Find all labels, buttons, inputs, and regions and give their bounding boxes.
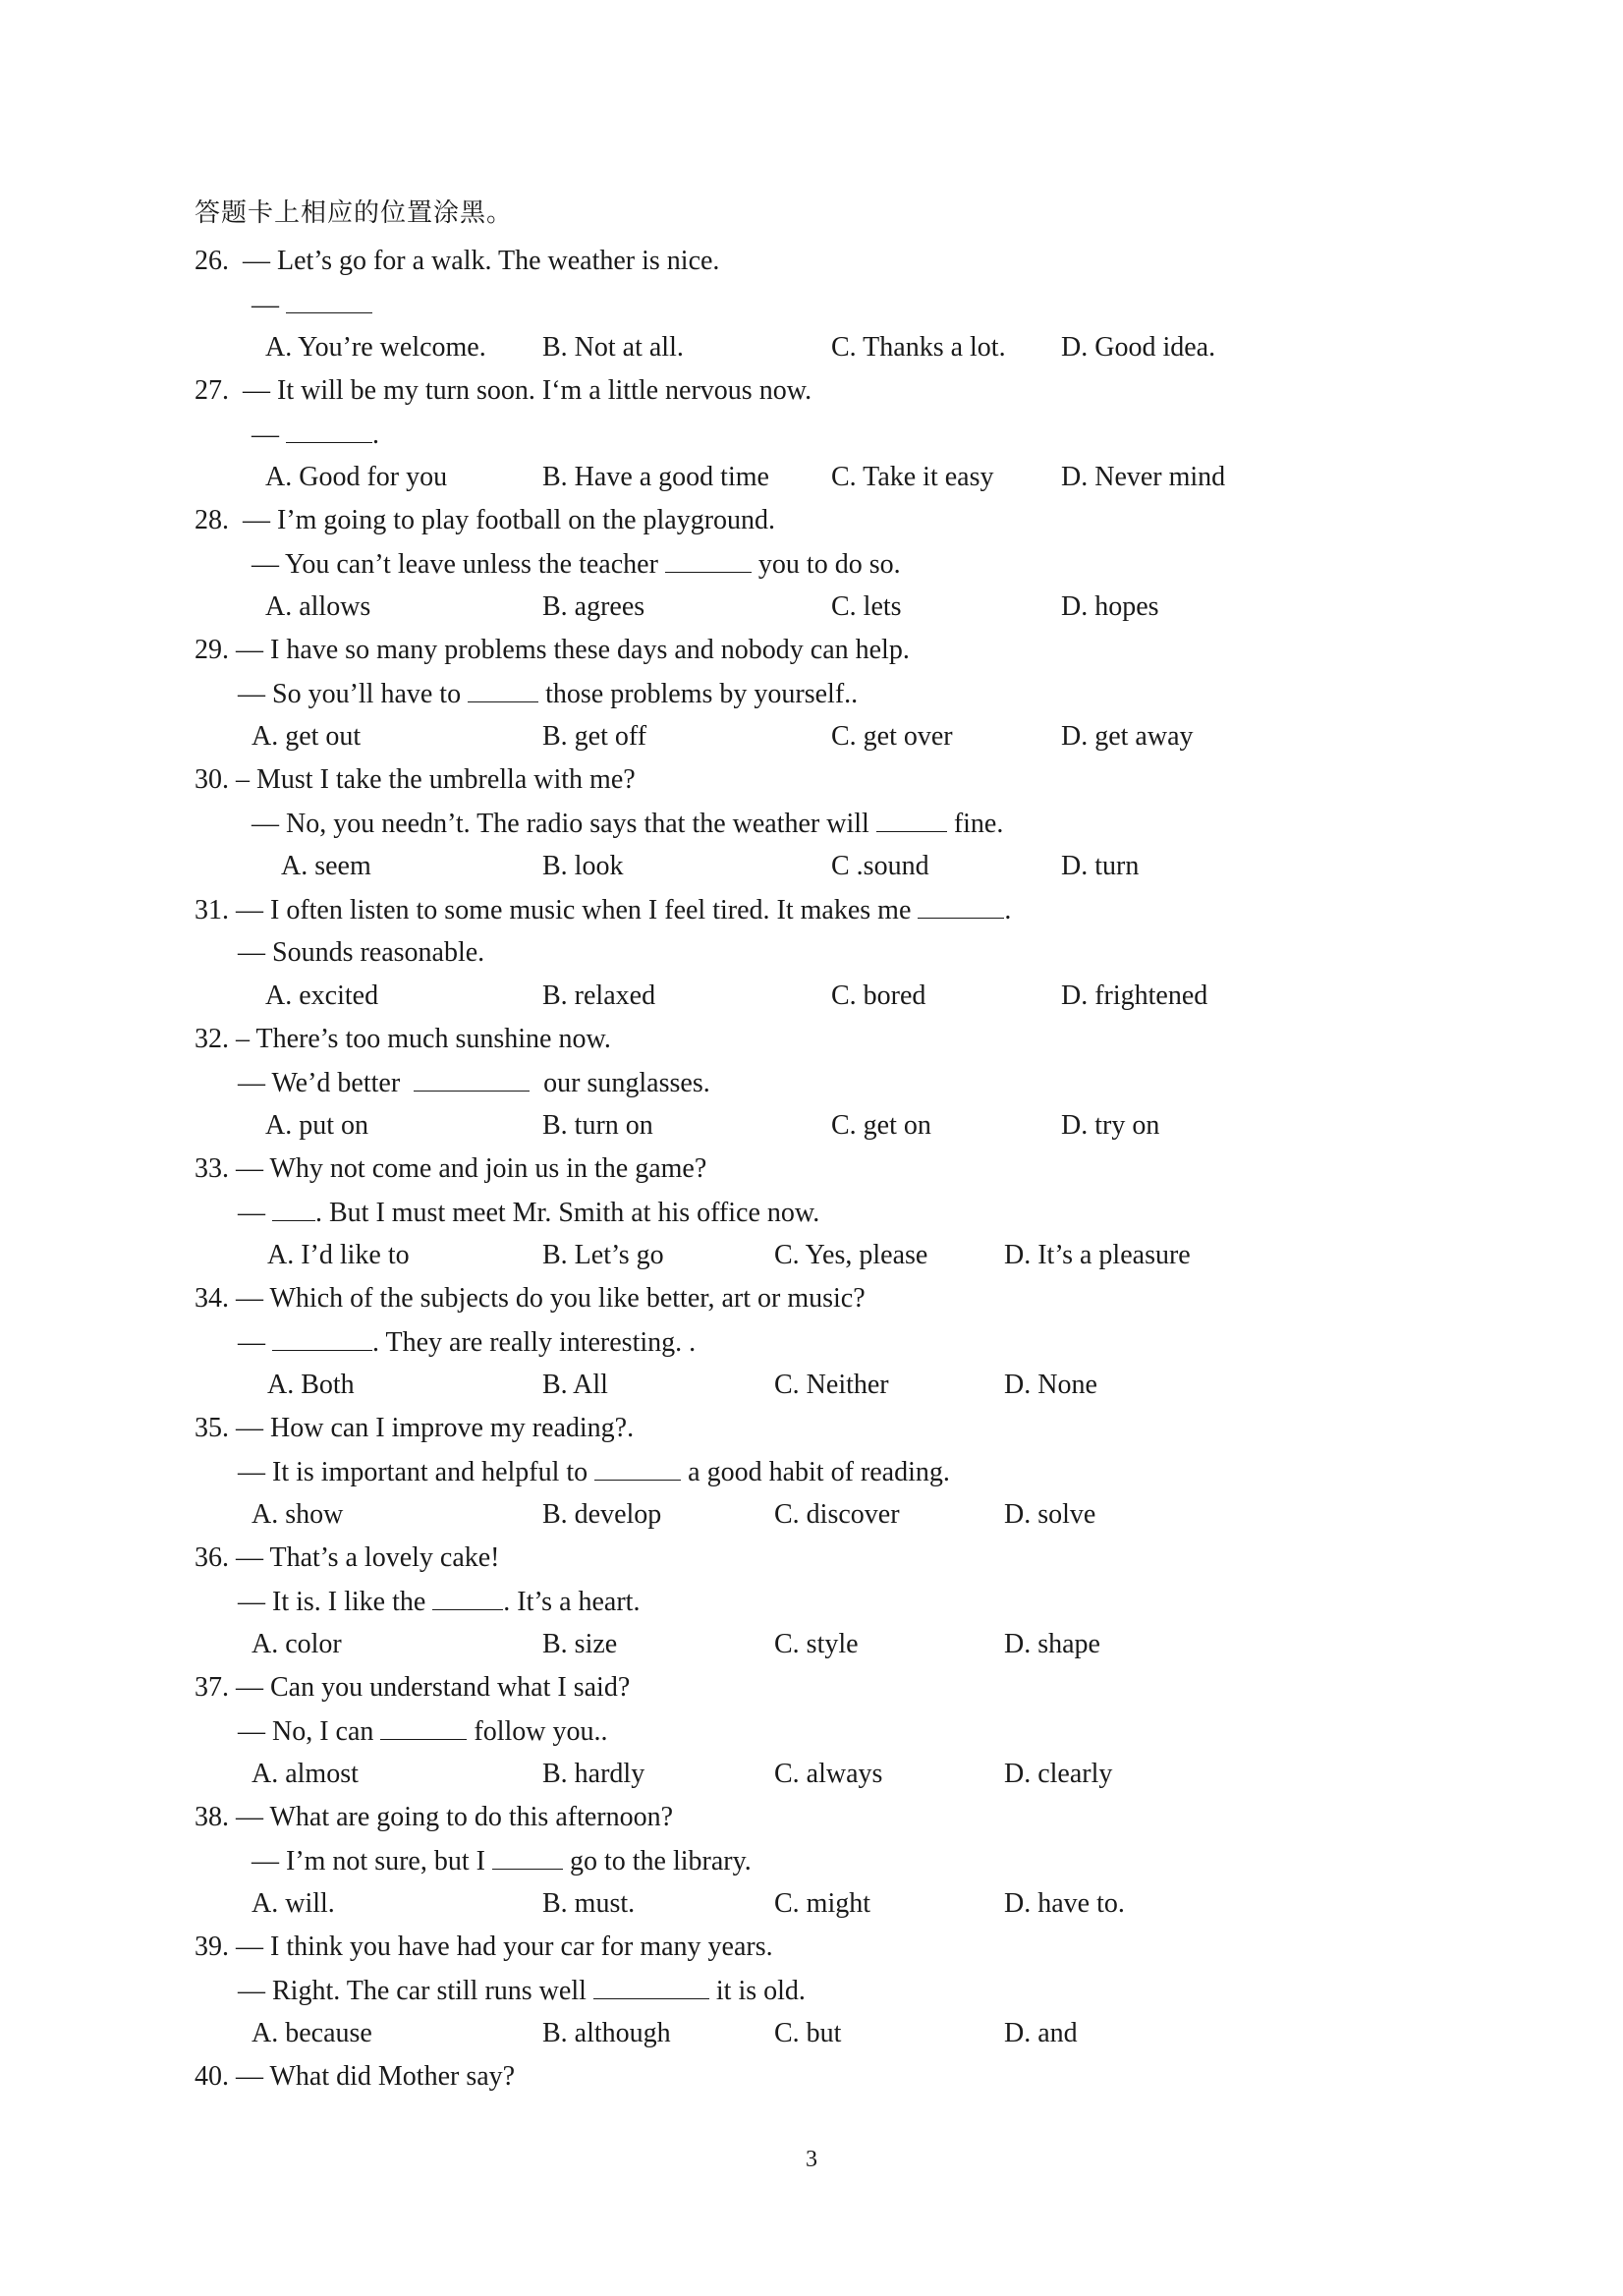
answer-blank	[380, 1717, 467, 1740]
option-d: D. clearly	[1004, 1759, 1113, 1789]
option-d: D. Never mind	[1061, 462, 1226, 492]
question-number: 28.	[195, 505, 229, 535]
response-line	[252, 810, 1003, 838]
prompt-text: — I often listen to some music when I feel tired. It makes me	[236, 895, 912, 925]
option-b: B. turn on	[542, 1110, 653, 1141]
option-c: C. but	[774, 2018, 842, 2048]
option-b: B. look	[542, 851, 624, 881]
response-text: — It is. I like the	[238, 1587, 426, 1617]
question-number: 31.	[195, 895, 229, 925]
response-line	[238, 1717, 608, 1746]
option-b: B. Have a good time	[542, 462, 769, 492]
prompt-text: — What are going to do this afternoon?	[236, 1802, 674, 1832]
option-a: A. allows	[265, 591, 371, 622]
option-d: D. try on	[1061, 1110, 1160, 1141]
answer-blank	[286, 291, 372, 313]
question-number: 37.	[195, 1672, 229, 1703]
question-prompt	[195, 1674, 630, 1702]
option-d: D. Good idea.	[1061, 332, 1216, 363]
response-text-after: follow you..	[474, 1716, 608, 1747]
response-text: — No, you needn’t. The radio says that the weather will	[252, 809, 869, 839]
option-a: A. will.	[252, 1888, 335, 1919]
option-b: B. although	[542, 2018, 671, 2048]
answer-blank	[492, 1847, 563, 1870]
option-a: A. seem	[281, 851, 371, 881]
question-prompt	[195, 1804, 673, 1831]
option-c: C. Thanks a lot.	[831, 332, 1006, 363]
option-c: C. get over	[831, 721, 953, 752]
option-c: C. lets	[831, 591, 902, 622]
question-prompt	[195, 1415, 634, 1442]
question-number: 35.	[195, 1413, 229, 1443]
option-d: D. frightened	[1061, 980, 1208, 1011]
response-line	[238, 1977, 806, 2005]
question-prompt	[195, 1026, 611, 1053]
question-prompt	[195, 766, 636, 794]
response-line	[238, 1458, 950, 1486]
question-number: 39.	[195, 1932, 229, 1962]
option-c: C. Yes, please	[774, 1240, 928, 1270]
answer-blank	[272, 1328, 372, 1351]
option-c: C. might	[774, 1888, 871, 1919]
option-a: A. I’d like to	[267, 1240, 410, 1270]
question-number: 26.	[195, 246, 229, 276]
response-text-after: our sunglasses.	[543, 1068, 710, 1098]
question-number: 36.	[195, 1542, 229, 1573]
option-c: C .sound	[831, 851, 929, 881]
option-c: C. Take it easy	[831, 462, 994, 492]
response-line	[252, 550, 901, 579]
response-text-after: fine.	[953, 809, 1004, 839]
option-a: A. because	[252, 2018, 372, 2048]
response-text: —	[252, 420, 279, 450]
response-text-after: it is old.	[715, 1976, 806, 2006]
answer-blank	[414, 1069, 530, 1092]
response-line	[238, 1199, 819, 1227]
response-line	[238, 680, 858, 708]
option-a: A. You’re welcome.	[265, 332, 486, 363]
response-text-after: . It’s a heart.	[503, 1587, 641, 1617]
answer-blank	[593, 1977, 709, 1999]
response-text: — I’m not sure, but I	[252, 1846, 485, 1876]
prompt-text-after: .	[1004, 895, 1012, 925]
option-b: B. get off	[542, 721, 647, 752]
option-b: B. relaxed	[542, 980, 656, 1011]
answer-blank	[432, 1588, 503, 1610]
question-number: 29.	[195, 635, 229, 665]
option-b: B. All	[542, 1370, 608, 1400]
response-line	[238, 1588, 640, 1616]
response-text: — So you’ll have to	[238, 679, 462, 709]
question-number: 40.	[195, 2061, 229, 2092]
question-prompt	[195, 248, 719, 275]
question-prompt	[195, 1285, 866, 1313]
prompt-text: — Can you understand what I said?	[236, 1672, 631, 1703]
option-c: C. Neither	[774, 1370, 889, 1400]
question-prompt	[195, 1544, 500, 1572]
prompt-text: – Must I take the umbrella with me?	[236, 764, 636, 795]
option-a: A. Good for you	[265, 462, 448, 492]
response-text: —	[238, 1198, 265, 1228]
prompt-text: — Let’s go for a walk. The weather is nice.	[243, 246, 720, 276]
answer-blank	[272, 1199, 315, 1221]
option-a: A. put on	[265, 1110, 368, 1141]
question-prompt	[195, 896, 1011, 924]
answer-blank	[286, 420, 372, 443]
response-text: —	[238, 1327, 265, 1358]
response-line	[238, 1328, 696, 1357]
response-text: — Right. The car still runs well	[238, 1976, 587, 2006]
answer-blank	[918, 896, 1004, 919]
response-line	[252, 291, 372, 319]
answer-sheet-instruction: 答题卡上相应的位置涂黑。	[195, 198, 514, 228]
option-b: B. size	[542, 1629, 618, 1659]
prompt-text: — What did Mother say?	[236, 2061, 516, 2092]
response-text: — It is important and helpful to	[238, 1457, 588, 1487]
question-number: 33.	[195, 1153, 229, 1184]
question-prompt	[195, 637, 910, 664]
response-text-after: go to the library.	[569, 1846, 752, 1876]
prompt-text: – There’s too much sunshine now.	[236, 1024, 611, 1054]
response-text-after: .	[372, 420, 379, 450]
option-a: A. color	[252, 1629, 342, 1659]
question-number: 34.	[195, 1283, 229, 1314]
option-b: B. must.	[542, 1888, 636, 1919]
prompt-text: — How can I improve my reading?.	[236, 1413, 635, 1443]
answer-blank	[876, 810, 947, 832]
question-number: 32.	[195, 1024, 229, 1054]
question-number: 27.	[195, 375, 229, 406]
option-a: A. Both	[267, 1370, 355, 1400]
question-prompt	[195, 1933, 773, 1961]
option-c: C. style	[774, 1629, 859, 1659]
option-c: C. always	[774, 1759, 883, 1789]
page-number: 3	[806, 2147, 817, 2172]
option-c: C. bored	[831, 980, 926, 1011]
response-line	[238, 1069, 710, 1097]
option-d: D. and	[1004, 2018, 1078, 2048]
question-prompt	[195, 2063, 515, 2091]
option-a: A. excited	[265, 980, 379, 1011]
response-line	[252, 1847, 752, 1876]
prompt-text: — I have so many problems these days and nobody can help.	[236, 635, 910, 665]
response-line	[252, 420, 379, 449]
response-text: —	[252, 290, 279, 320]
answer-blank	[665, 550, 752, 573]
option-b: B. hardly	[542, 1759, 645, 1789]
answer-blank	[468, 680, 538, 702]
answer-blank	[594, 1458, 681, 1481]
option-d: D. hopes	[1061, 591, 1159, 622]
prompt-text: — Which of the subjects do you like better, art or music?	[236, 1283, 866, 1314]
option-d: D. None	[1004, 1370, 1097, 1400]
question-prompt	[195, 1155, 706, 1183]
prompt-text: — It will be my turn soon. I‘m a little nervous now.	[243, 375, 812, 406]
response-text-after: a good habit of reading.	[688, 1457, 950, 1487]
option-b: B. Not at all.	[542, 332, 684, 363]
response-text-after: . They are really interesting. .	[372, 1327, 697, 1358]
option-b: B. develop	[542, 1499, 662, 1530]
response-text: — No, I can	[238, 1716, 374, 1747]
option-a: A. almost	[252, 1759, 359, 1789]
option-d: D. turn	[1061, 851, 1140, 881]
question-number: 30.	[195, 764, 229, 795]
response-line: — Sounds reasonable.	[238, 937, 485, 968]
prompt-text: — I think you have had your car for many years.	[236, 1932, 773, 1962]
response-text-after: . But I must meet Mr. Smith at his office now.	[315, 1198, 820, 1228]
question-prompt	[195, 377, 812, 405]
prompt-text: — I’m going to play football on the playground.	[243, 505, 776, 535]
prompt-text: — Why not come and join us in the game?	[236, 1153, 707, 1184]
option-b: B. agrees	[542, 591, 645, 622]
option-a: A. get out	[252, 721, 362, 752]
option-d: D. get away	[1061, 721, 1194, 752]
response-text-after: those problems by yourself..	[545, 679, 859, 709]
question-prompt	[195, 507, 775, 534]
option-b: B. Let’s go	[542, 1240, 664, 1270]
question-number: 38.	[195, 1802, 229, 1832]
option-d: D. shape	[1004, 1629, 1100, 1659]
option-c: C. get on	[831, 1110, 931, 1141]
option-d: D. have to.	[1004, 1888, 1125, 1919]
option-d: D. solve	[1004, 1499, 1096, 1530]
response-text: — You can’t leave unless the teacher	[252, 549, 658, 580]
response-text: — We’d better	[238, 1068, 401, 1098]
option-c: C. discover	[774, 1499, 900, 1530]
response-text-after: you to do so.	[757, 549, 901, 580]
prompt-text: — That’s a lovely cake!	[236, 1542, 500, 1573]
option-a: A. show	[252, 1499, 344, 1530]
option-d: D. It’s a pleasure	[1004, 1240, 1191, 1270]
